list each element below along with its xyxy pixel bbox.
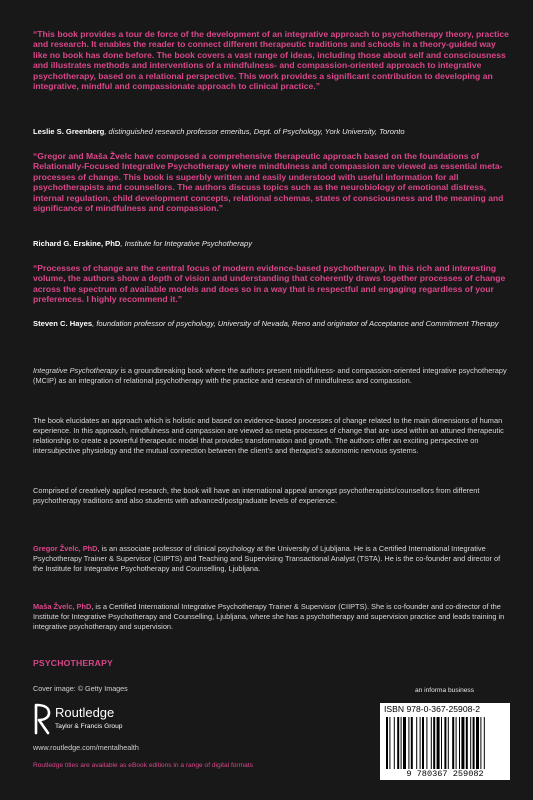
barcode-bar (452, 717, 454, 769)
endorser-name: Steven C. Hayes (33, 319, 93, 328)
author-bio-1 (33, 544, 509, 574)
author-name: Maša Žvelc, PhD (33, 602, 92, 611)
barcode-bar (426, 717, 427, 769)
author-bio-text: , is a Certified International Integrative Psychotherapy Trainer & Supervisor (CIIPTS). She is co-founder and co-director of the Institute for Integrative Psychotherapy and Counselling, Ljubljana, where she has a psychotherapy and supervision practice and leads training in integrative psychotherapy and supervision. (33, 602, 505, 632)
barcode-bar (480, 717, 481, 769)
endorsement-quote-3: “Processes of change are the central focus of modern evidence-based psychotherapy. In this rich and interesting volume, the authors show a depth of vision and understanding that coherently draws together processes of change across the spectrum of available models and does so in a way that is respectful and engaging regardless of your preferences. I highly recommend it.” (33, 263, 506, 305)
endorsement-attribution-2 (33, 239, 509, 249)
endorsement-attribution-1 (33, 127, 509, 137)
barcode-bar (444, 717, 446, 769)
barcode-bar (466, 717, 468, 769)
barcode-box (380, 703, 510, 780)
routledge-logo-icon (33, 703, 51, 735)
barcode-bar (433, 717, 435, 769)
barcode-bar (394, 717, 395, 769)
barcode-bar (441, 717, 442, 769)
barcode-bar (476, 717, 479, 769)
author-name: Gregor Žvelc, PhD (33, 544, 98, 553)
barcode-bar (401, 717, 402, 769)
endorsement-attribution-3 (33, 319, 509, 329)
endorser-affiliation: , distinguished research professor emeritus, Dept. of Psychology, York University, Toronto (104, 127, 405, 136)
publisher-group: Taylor & Francis Group (55, 723, 123, 730)
barcode-bar (473, 717, 475, 769)
barcode-bar (403, 717, 406, 769)
barcode-bar (484, 717, 485, 769)
endorser-name: Richard G. Erskine, PhD (33, 239, 121, 248)
publisher-logo (33, 703, 183, 741)
barcode-bar (411, 717, 413, 769)
informa-business-note: an informa business (415, 687, 475, 694)
barcode-bar (461, 717, 464, 769)
description-paragraph-3: Comprised of creatively applied research, the book will have an international appeal amongst psychotherapists/counsellors from different psychotherapy traditions and also students with advanced/postgraduate levels of experience. (33, 486, 480, 506)
publisher-url[interactable]: www.routledge.com/mentalhealth (33, 743, 139, 752)
barcode-bar (459, 717, 460, 769)
barcode-bar (416, 717, 417, 769)
barcode-bar (431, 717, 432, 769)
barcode-bar (448, 717, 449, 769)
barcode-digits: 9 780367 259082 (406, 769, 484, 779)
endorser-name: Leslie S. Greenberg (33, 127, 105, 136)
barcode-bar (422, 717, 424, 769)
subject-category: PSYCHOTHERAPY (33, 658, 113, 668)
barcode-bar (470, 717, 471, 769)
isbn-label: ISBN 978-0-367-25908-2 (384, 704, 481, 714)
endorser-affiliation: , Institute for Integrative Psychotherapy (120, 239, 253, 248)
author-bio-2 (33, 602, 509, 632)
barcode-bar (389, 717, 390, 769)
barcode-bar (386, 717, 388, 769)
barcode-bar (437, 717, 440, 769)
barcode-icon (386, 717, 504, 769)
endorsement-quote-2: “Gregor and Maša Žvelc have composed a comprehensive therapeutic approach based on the foundations of Relationally-Focused Integrative Psychotherapy where mindfulness and compassion are viewed as essential meta-processes of change. This book is superbly written and easily understood with useful information for all psychotherapists and counsellors. The authors discuss topics such as the neurobiology of emotional distress, internal regulation, child development concepts, relational schemas, states of consciousness and the meaning and significance of mindfulness and compassion.” (33, 151, 504, 214)
barcode-bar (408, 717, 409, 769)
ebook-note: Routledge titles are available as eBook editions in a range of digital formats (33, 762, 253, 769)
barcode-bar (456, 717, 457, 769)
author-bio-text: , is an associate professor of clinical psychology at the University of Ljubljana. He is a Certified International Integrative Psychotherapy Trainer & Supervisor (CIIPTS) and Teaching and Supervising Transactional Analyst (TSTA). He is the co-founder and director of the Institute for Integrative Psychotherapy and Counselling, Ljubljana. (33, 544, 501, 574)
description-text: is a groundbreaking book where the authors present mindfulness- and compassion-oriented integrative psychotherapy (MCIP) as an integration of relational psychotherapy with the practice and research of mindfulness and compassion. (33, 366, 507, 386)
barcode-bar (420, 717, 421, 769)
endorser-affiliation: , foundation professor of psychology, University of Nevada, Reno and originator of Acceptance and Commitment Therapy (92, 319, 499, 328)
description-paragraph-1 (33, 366, 509, 386)
publisher-name: Routledge (55, 705, 115, 720)
endorsement-quote-1: “This book provides a tour de force of the development of an integrative approach to psychotherapy theory, practice and research. It enables the reader to connect different therapeutic traditions and schools in a theory-guided way like no book has done before. The book covers a vast range of ideas, including those about self and consciousness and illustrates methods and interventions of a mindfulness- and compassion-oriented approach to integrative psychotherapy, based on a relational perspective. This work provides a significant contribution to developing an integrative, mindful and compassionate approach to clinical practice.” (33, 29, 509, 92)
description-paragraph-2: The book elucidates an approach which is holistic and based on evidence-based processes of change related to the main dimensions of human experience. In this approach, mindfulness and compassion are viewed as meta-processes of change that are used within an attuned therapeutic relationship to create a powerful therapeutic model that provides transformation and growth. The authors offer an exciting perspective on intersubjective physiology and the mutual connection between the client’s and therapist’s autonomic nervous systems. (33, 416, 504, 456)
cover-image-credit: Cover image: © Getty Images (33, 684, 128, 693)
book-title: Integrative Psychotherapy (33, 366, 119, 375)
barcode-bar (397, 717, 399, 769)
